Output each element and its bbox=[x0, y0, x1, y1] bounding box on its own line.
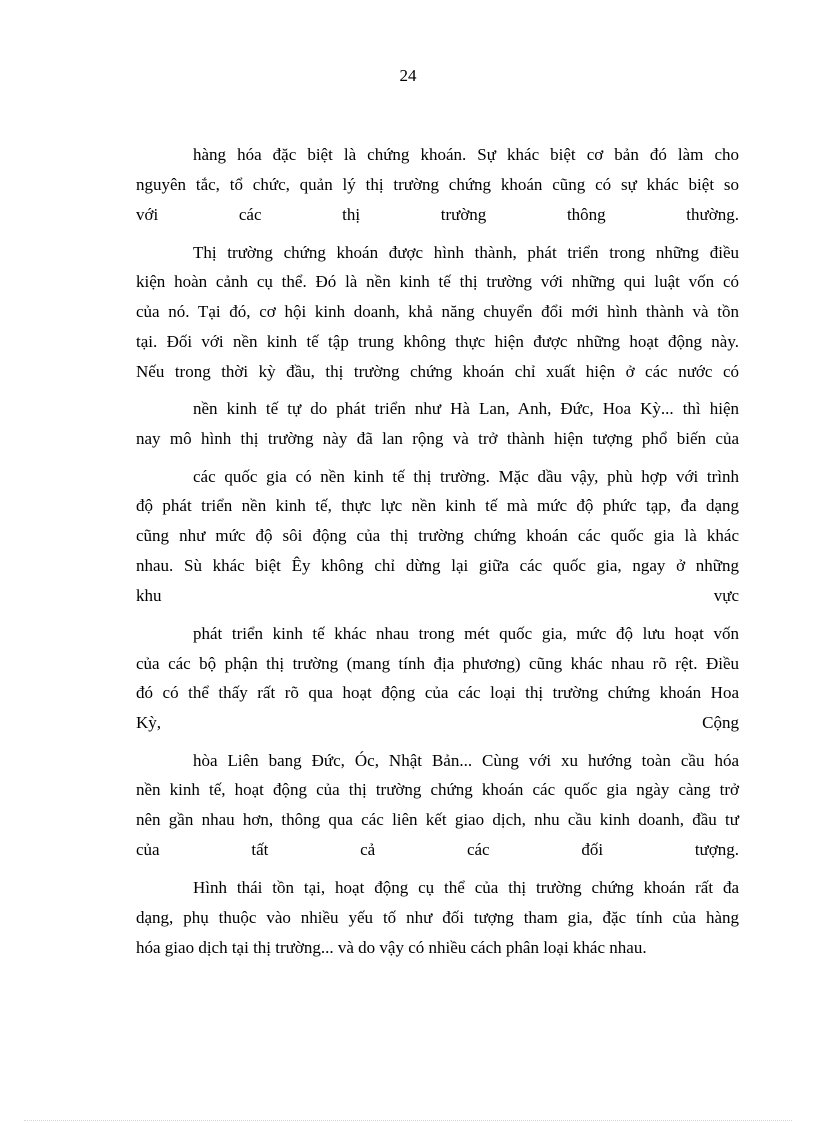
text-line: Thị trường chứng khoán được hình thành, phát triển trong những điều bbox=[193, 243, 739, 262]
text-line: cũng như mức độ sôi động của thị trường chứng khoán các quốc gia là khác bbox=[136, 526, 739, 545]
text-line: các quốc gia có nền kinh tế thị trường. Mặc dầu vậy, phù hợp với trình bbox=[193, 467, 739, 486]
text-line: tại. Đối với nền kinh tế tập trung không thực hiện được những hoạt động này. bbox=[136, 332, 739, 351]
text-line: phát triển kinh tế khác nhau trong mét quốc gia, mức độ lưu hoạt vốn bbox=[193, 624, 739, 643]
text-line: hòa Liên bang Đức, Óc, Nhật Bản... Cùng với xu hướng toàn cầu hóa bbox=[193, 751, 739, 770]
text-line: hàng hóa đặc biệt là chứng khoán. Sự khác biệt cơ bản đó làm cho bbox=[193, 145, 739, 164]
text-line: Nếu trong thời kỳ đầu, thị trường chứng khoán chỉ xuất hiện ở các nước có bbox=[136, 362, 739, 381]
text-line: Hình thái tồn tại, hoạt động cụ thể của thị trường chứng khoán rất đa bbox=[193, 878, 739, 897]
text-line: kiện hoàn cảnh cụ thể. Đó là nền kinh tế thị trường với những qui luật vốn có bbox=[136, 272, 739, 291]
text-line: nên gần nhau hơn, thông qua các liên kết giao dịch, nhu cầu kinh doanh, đầu tư bbox=[136, 810, 739, 829]
text-line: độ phát triển nền kinh tế, thực lực nền kinh tế mà mức độ phức tạp, đa dạng bbox=[136, 496, 739, 515]
text-line: của tất cả các đối tượng. bbox=[136, 840, 739, 859]
text-line: của nó. Tại đó, cơ hội kinh doanh, khả năng chuyển đổi mới hình thành và tồn bbox=[136, 302, 739, 321]
text-line: nhau. Sù khác biệt Êy không chỉ dừng lại giữa các quốc gia, ngay ở những bbox=[136, 556, 739, 575]
text-line: Kỳ, Cộng bbox=[136, 713, 739, 732]
text-line: nền kinh tế, hoạt động của thị trường chứng khoán các quốc gia ngày càng trở bbox=[136, 780, 739, 799]
text-line: khu vực bbox=[136, 586, 739, 605]
text-line: nay mô hình thị trường này đã lan rộng và trở thành hiện tượng phổ biến của bbox=[136, 429, 739, 448]
text-line: với các thị trường thông thường. bbox=[136, 205, 739, 224]
text-line: nguyên tắc, tổ chức, quản lý thị trường chứng khoán cũng có sự khác biệt so bbox=[136, 175, 739, 194]
text-line: dạng, phụ thuộc vào nhiều yếu tố như đối tượng tham gia, đặc tính của hàng bbox=[136, 908, 739, 927]
page-number: 24 bbox=[399, 66, 417, 85]
text-line: đó có thể thấy rất rõ qua hoạt động của các loại thị trường chứng khoán Hoa bbox=[136, 683, 739, 702]
text-line: hóa giao dịch tại thị trường... và do vậy có nhiều cách phân loại khác nhau. bbox=[136, 938, 647, 957]
text-line: của các bộ phận thị trường (mang tính địa phương) cũng khác nhau rõ rệt. Điều bbox=[136, 654, 739, 673]
text-line: nền kinh tế tự do phát triển như Hà Lan, Anh, Đức, Hoa Kỳ... thì hiện bbox=[193, 399, 739, 418]
page-footer-divider bbox=[24, 1120, 792, 1121]
